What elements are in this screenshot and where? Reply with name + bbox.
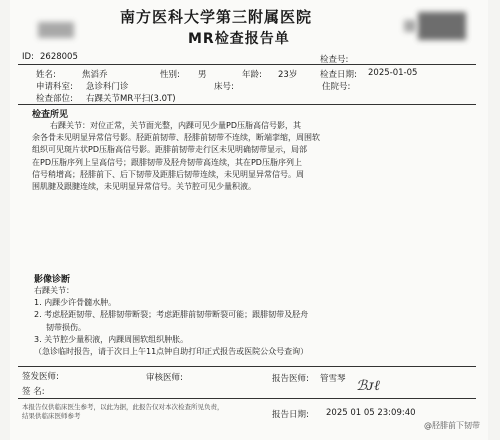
findings-line: 右踝关节：对位正常，关节面光整，内踝可见少量PD压脂高信号影，其 — [50, 121, 301, 130]
age-value: 23岁 — [278, 70, 298, 80]
findings-line: 围肌腱及跟腱连续，未见明显异常信号。关节腔可见少量积液。 — [32, 182, 256, 192]
id-value: 2628005 — [40, 52, 78, 62]
dept-value: 急诊科门诊 — [86, 82, 129, 92]
footer-note-1: 本报告仅供临床医生参考，以此为据，此报告仅对本次检查所见负责， — [22, 403, 224, 411]
name-value: 焦滔乔 — [82, 70, 108, 80]
impression-line: 韧带损伤。 — [46, 322, 86, 332]
report-date-value: 2025 01 05 23:09:40 — [326, 408, 416, 418]
hospital-name: 南方医科大学第三附属医院 — [120, 8, 313, 26]
date-label: 检查日期: — [320, 70, 357, 80]
report-date-label: 报告日期: — [272, 410, 309, 420]
findings-line: 组织可见斑片状PD压脂高信号影。距腓前韧带走行区未见明确韧带显示，局部 — [32, 145, 307, 155]
divider-signature — [18, 366, 476, 367]
sex-value: 男 — [198, 70, 207, 80]
age-label: 年龄: — [242, 70, 262, 80]
divider-patient — [18, 104, 476, 105]
sex-label: 性别: — [160, 70, 180, 80]
footer-note-2: 结果供临床医师参考 — [22, 412, 81, 420]
sign-label: 签 名: — [22, 387, 45, 397]
part-label: 检查部位: — [36, 94, 73, 104]
redaction-blur-right — [418, 12, 466, 40]
findings-line: 余各骨未见明显异常信号影。胫距前韧带、胫腓前韧带不连续，断端挛缩，周围软 — [32, 133, 320, 143]
findings-line: 信号稍增高；胫腓前下、后下韧带及距腓后韧带连续，未见明显异常信号。周 — [32, 169, 304, 179]
reporter-value: 管雪琴 — [320, 374, 346, 384]
impression-line: 1. 内踝少许骨髓水肿。 — [34, 298, 117, 308]
inpatient-label: 住院号: — [322, 82, 351, 92]
name-label: 姓名: — [36, 70, 56, 80]
impression-subheading: 右踝关节： — [34, 286, 74, 295]
reviewer-label: 审核医师: — [146, 373, 183, 383]
signer-label: 签发医师: — [22, 372, 59, 382]
handwritten-signature: ℬ⁠ᴊ⁠ℓ — [356, 378, 380, 394]
id-label: ID: — [22, 52, 34, 62]
redaction-blur-right-small — [404, 20, 416, 32]
exam-no-label: 检查号: — [320, 55, 349, 65]
part-value: 右踝关节MR平扫(3.0T) — [86, 94, 176, 104]
date-value: 2025-01-05 — [368, 68, 418, 78]
impression-body — [34, 285, 474, 358]
findings-line: 在PD压脂序列上呈高信号；跟腓韧带及胫舟韧带高连续，其在PD压脂序列上 — [32, 157, 302, 167]
impression-line: 3. 关节腔少量积液，内踝周围软组织肿胀。 — [34, 334, 189, 344]
impression-line: （急诊临时报告，请于次日上午11点钟自助打印正式报告或医院公众号查询） — [34, 347, 309, 357]
divider-footer — [18, 398, 476, 399]
findings-heading: 检查所见 — [32, 110, 69, 120]
report-sheet — [10, 0, 488, 440]
reporter-label: 报告医师: — [272, 374, 309, 384]
report-title: MR检查报告单 — [188, 31, 290, 47]
redaction-blur-left — [38, 22, 74, 38]
divider-top — [18, 64, 476, 65]
bed-label: 床号: — [214, 82, 234, 92]
impression-line: 2. 考虑胫距韧带、胫腓韧带断裂；考虑距腓前韧带断裂可能；跟腓韧带及胫舟 — [34, 310, 309, 320]
watermark: @胫腓前下韧带 — [424, 421, 480, 430]
findings-body — [32, 120, 472, 193]
dept-label: 申请科室: — [36, 82, 73, 92]
impression-heading: 影像诊断 — [34, 275, 71, 285]
